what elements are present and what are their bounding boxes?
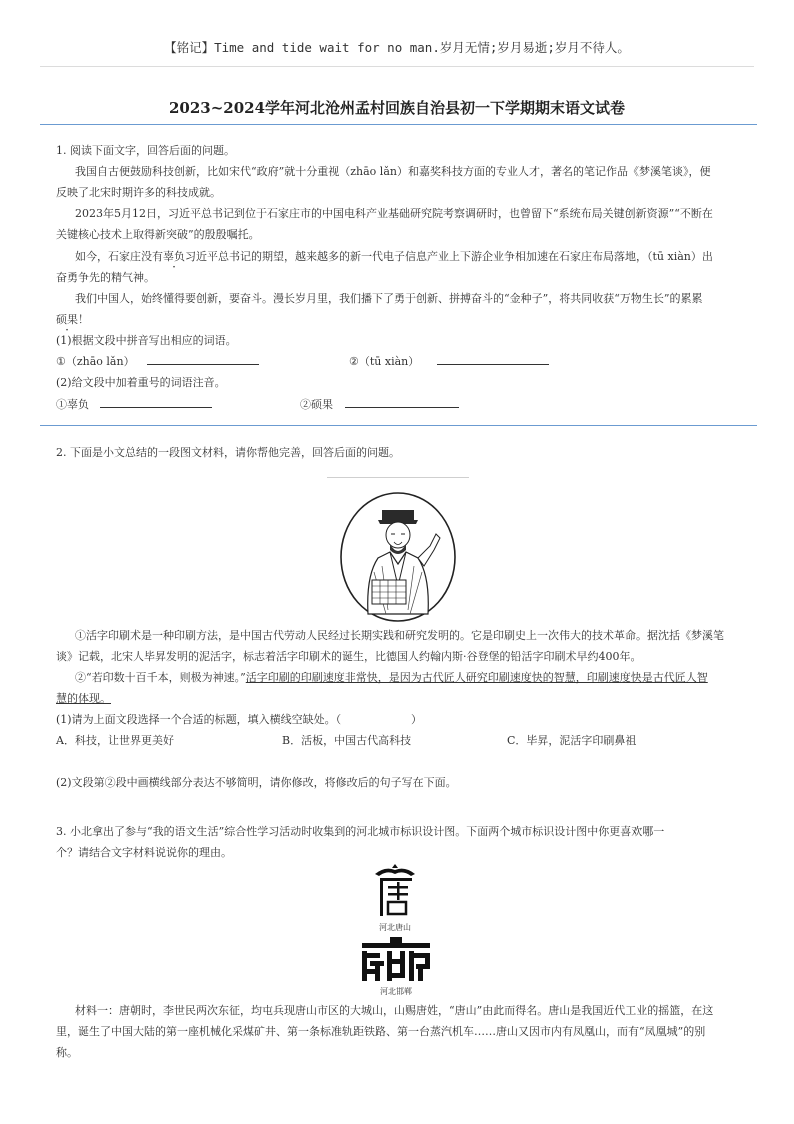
q1-dotted-word-shuoguo: 硕果 xyxy=(56,313,78,326)
q2-para2-line1 xyxy=(75,670,708,686)
q1-sub2-b-label: ②硕果 xyxy=(300,398,333,411)
q2-option-c[interactable]: C．毕昇，泥活字印刷鼻祖 xyxy=(507,734,637,747)
q2-sub2: (2)文段第②段中画横线部分表达不够简明，请你修改，将修改后的句子写在下面。 xyxy=(56,776,457,789)
q1-para3-post: 习近平总书记的期望，越来越多的新一代电子信息产业上下游企业争相加速在石家庄布局落地，（tū xiàn）出 xyxy=(185,250,713,263)
q1-para2-line1: 2023年5月12日，习近平总书记到位于石家庄市的中国电科产业基础研究院考察调研时，也曾留下“系统布局关键创新资源”“不断在 xyxy=(75,207,713,220)
q1-sub1-a-answer-field[interactable] xyxy=(147,352,259,365)
header-motto: 【铭记】Time and tide wait for no man.岁月无情;岁月易逝;岁月不待人。 xyxy=(164,40,630,55)
q1-para1-line1: 我国自古便鼓励科技创新，比如宋代“政府”就十分重视（zhāo lǎn）和嘉奖科技方面的专业人才，著名的笔记作品《梦溪笔谈》，便 xyxy=(75,165,711,178)
handan-city-logo xyxy=(360,937,432,985)
q2-sub1-close: ） xyxy=(411,713,422,726)
q1-para3-line1 xyxy=(75,249,713,265)
q3-material1-line1: 材料一：唐朝时，李世民两次东征，均屯兵现唐山市区的大城山，山赐唐姓，“唐山”由此而得名。唐山是我国近代工业的摇篮，在这 xyxy=(75,1004,714,1017)
page-title: 2023~2024学年河北沧州孟村回族自治县初一下学期期末语文试卷 xyxy=(168,99,626,117)
q1-sub2: (2)给文段中加着重号的词语注音。 xyxy=(56,376,226,389)
q2-option-b[interactable]: B．活板，中国古代高科技 xyxy=(282,734,412,747)
q3-stem-line2: 个？请结合文字材料说说你的理由。 xyxy=(56,846,232,859)
q1-sub2-a-answer-field[interactable] xyxy=(100,395,212,408)
q1-para4-end: ！ xyxy=(78,313,89,326)
q1-sub2-a-label: ①辜负 xyxy=(56,398,89,411)
q2-underlined-sentence-end: 慧的体现。 xyxy=(56,692,111,705)
q2-para1-line1: ①活字印刷术是一种印刷方法，是中国古代劳动人民经过长期实践和研究发明的。它是印刷史上一次伟大的技术革命。据沈括《梦溪笔 xyxy=(75,629,724,642)
q2-option-a[interactable]: A．科技，让世界更美好 xyxy=(56,734,174,747)
q1-divider xyxy=(40,425,757,426)
q1-sub1-a-label: ①（zhāo lǎn） xyxy=(56,355,135,368)
q2-para2-quote: ②“若印数十百千本，则极为神速。” xyxy=(75,671,246,684)
tangshan-logo-caption: 河北唐山 xyxy=(379,923,411,932)
image-top-rule xyxy=(327,477,469,478)
q3-material1-line3: 称。 xyxy=(56,1046,78,1059)
q1-sub1-b-answer-field[interactable] xyxy=(437,352,549,365)
q1-sub1: (1)根据文段中拼音写出相应的词语。 xyxy=(56,334,237,347)
q2-stem: 2. 下面是小文总结的一段图文材料，请你帮他完善，回答后面的问题。 xyxy=(56,446,400,459)
q2-sub1: (1)请为上面文段选择一个合适的标题，填入横线空缺处。（ xyxy=(56,713,342,726)
q1-sub2-b-answer-field[interactable] xyxy=(345,395,459,408)
q1-para4-line1: 我们中国人，始终懂得要创新，要奋斗。漫长岁月里，我们播下了勇于创新、拼搏奋斗的“金种子”，将共同收获“万物生长”的累累 xyxy=(75,292,703,305)
q1-para2-line2: 关键核心技术上取得新突破”的殷殷嘱托。 xyxy=(56,228,260,241)
q3-material1-line2: 里，诞生了中国大陆的第一座机械化采煤矿井、第一条标准轨距铁路、第一台蒸汽机车……唐山又因市内有凤凰山，而有“凤凰城”的别 xyxy=(56,1025,706,1038)
handan-logo-caption: 河北邯郸 xyxy=(380,987,412,996)
tangshan-city-logo xyxy=(370,864,420,922)
bi-sheng-portrait xyxy=(338,490,458,624)
q1-sub1-b-label: ②（tū xiàn） xyxy=(349,355,420,368)
q1-dotted-word-gufu: 辜负 xyxy=(163,250,185,263)
q1-para1-line2: 反映了北宋时期许多的科技成就。 xyxy=(56,186,221,199)
q2-para1-line2: 谈》记载，北宋人毕昇发明的泥活字，标志着活字印刷术的诞生，比德国人约翰内斯·谷登堡的铅活字印刷术早约400年。 xyxy=(56,650,642,663)
q3-stem-line1: 3. 小北拿出了参与“我的语文生活”综合性学习活动时收集到的河北城市标识设计图。下面两个城市标识设计图中你更喜欢哪一 xyxy=(56,825,665,838)
q1-para3-line2: 奋勇争先的精气神。 xyxy=(56,271,155,284)
title-divider xyxy=(40,124,757,125)
q1-para4-line2 xyxy=(56,312,89,328)
q2-underlined-sentence: 活字印刷的印刷速度非常快，是因为古代匠人研究印刷速度快的智慧，印刷速度快是古代匠人智 xyxy=(245,671,708,684)
q1-para3-pre: 如今，石家庄没有 xyxy=(75,250,163,263)
q1-stem: 1. 阅读下面文字，回答后面的问题。 xyxy=(56,144,235,157)
header-divider xyxy=(40,66,754,67)
